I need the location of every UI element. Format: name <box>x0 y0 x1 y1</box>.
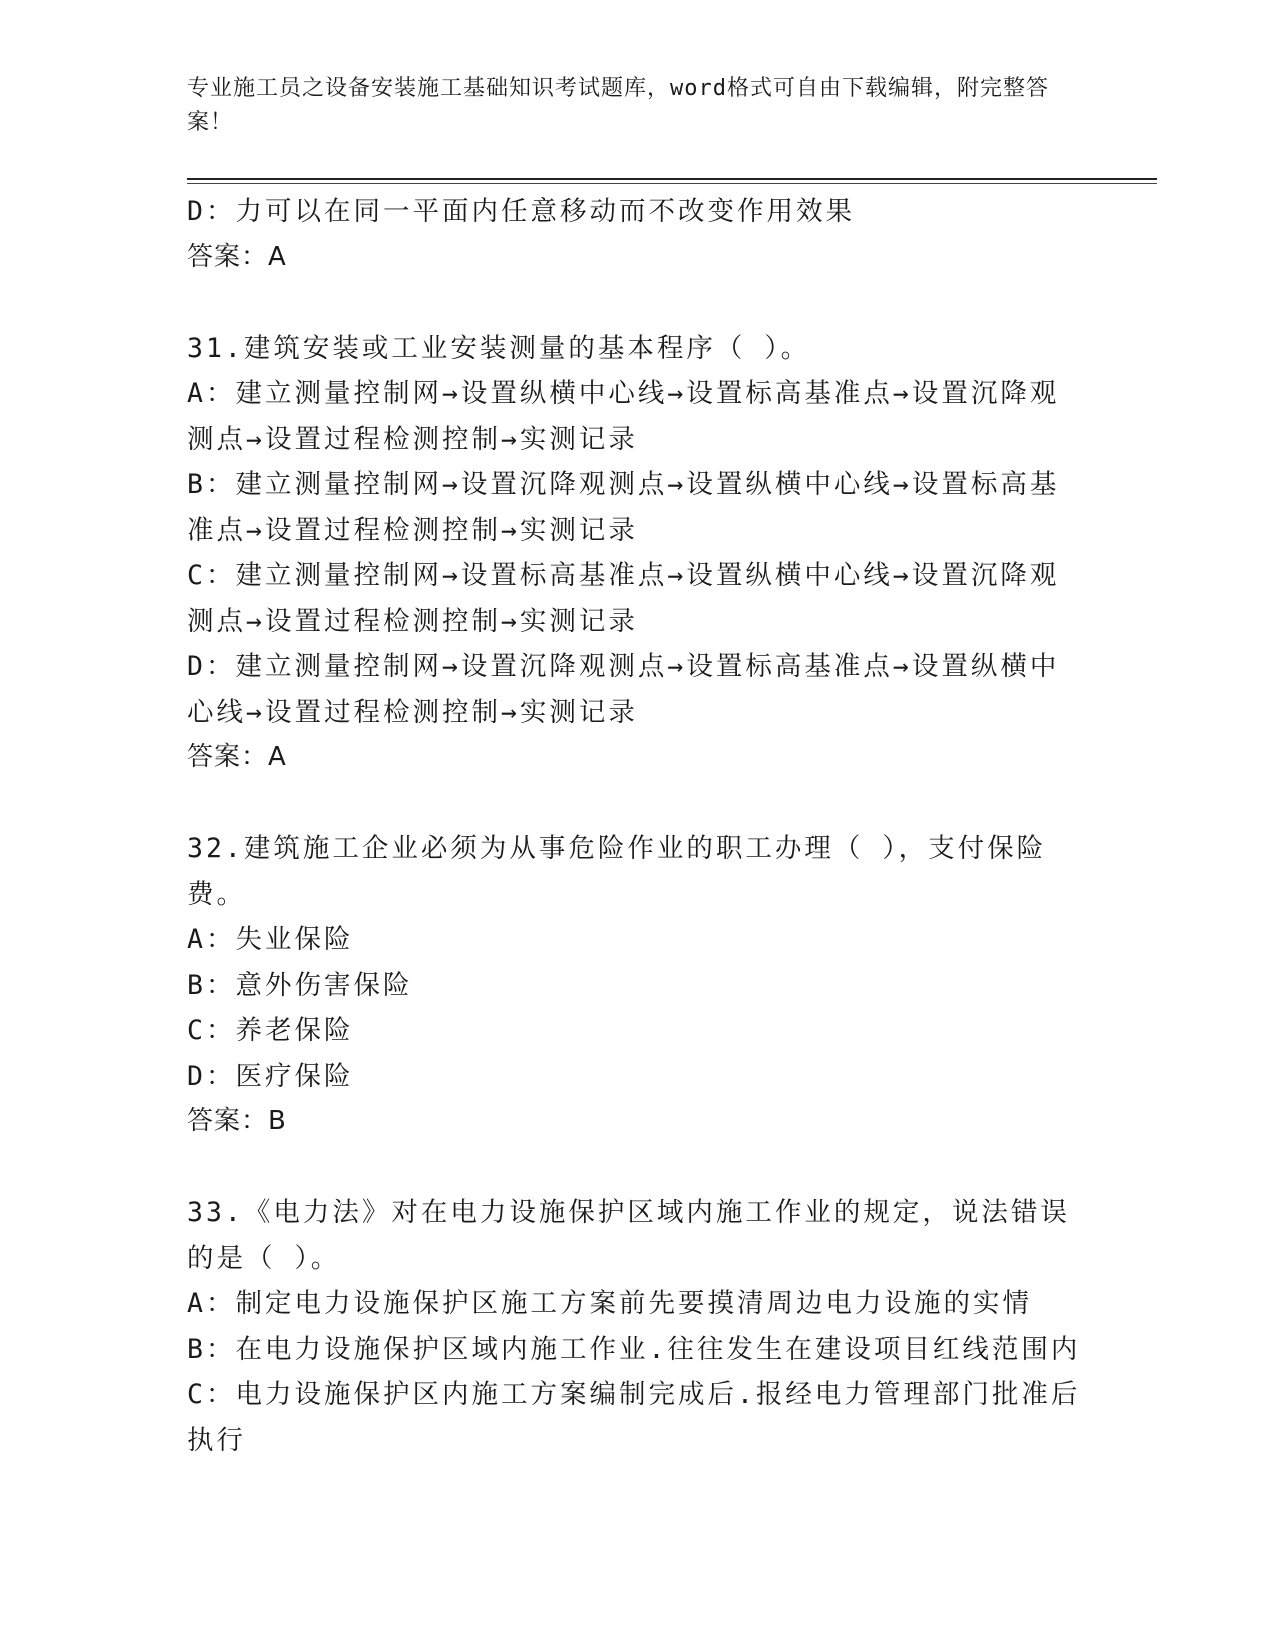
q31-option-a: A：建立测量控制网→设置纵横中心线→设置标高基准点→设置沉降观测点→设置过程检测控制→实测记录 <box>187 378 1060 455</box>
q33-question: 33.《电力法》对在电力设施保护区域内施工作业的规定，说法错误的是（ ）。 <box>187 1197 1070 1274</box>
q32-option-b: B：意外伤害保险 <box>187 969 413 1001</box>
q31-option-c: C：建立测量控制网→设置标高基准点→设置纵横中心线→设置沉降观测点→设置过程检测控制→实测记录 <box>187 560 1060 637</box>
q32-option-a: A：失业保险 <box>187 924 354 955</box>
prev-answer: 答案：A <box>187 241 287 272</box>
spacer <box>187 781 1087 827</box>
document-body <box>187 189 1087 1463</box>
header-rule-thick <box>187 178 1157 180</box>
header-rule-thin <box>187 183 1157 184</box>
spacer <box>187 280 1087 326</box>
q32-option-d: D：医疗保险 <box>187 1060 354 1092</box>
q31-answer: 答案：A <box>187 742 287 772</box>
q33-option-c: C：电力设施保护区内施工方案编制完成后.报经电力管理部门批准后执行 <box>187 1379 1081 1456</box>
spacer <box>187 1145 1087 1191</box>
prev-option-d: D：力可以在同一平面内任意移动而不改变作用效果 <box>187 196 855 227</box>
q33-option-a: A：制定电力设施保护区施工方案前先要摸清周边电力设施的实情 <box>187 1288 1032 1319</box>
q31-option-d: D：建立测量控制网→设置沉降观测点→设置标高基准点→设置纵横中心线→设置过程检测控制→实测记录 <box>187 651 1060 728</box>
q32-question: 32.建筑施工企业必须为从事危险作业的职工办理（ ），支付保险费。 <box>187 833 1047 910</box>
q32-answer: 答案：B <box>187 1106 287 1136</box>
q31-option-b: B：建立测量控制网→设置沉降观测点→设置纵横中心线→设置标高基准点→设置过程检测控制→实测记录 <box>187 469 1060 546</box>
q31-question: 31.建筑安装或工业安装测量的基本程序（ ）。 <box>187 332 811 364</box>
q32-option-c: C：养老保险 <box>187 1015 354 1046</box>
page-header: 专业施工员之设备安装施工基础知识考试题库，word格式可自由下载编辑，附完整答案！ <box>187 76 1049 135</box>
q33-option-b: B：在电力设施保护区域内施工作业.往往发生在建设项目红线范围内 <box>187 1333 1081 1365</box>
